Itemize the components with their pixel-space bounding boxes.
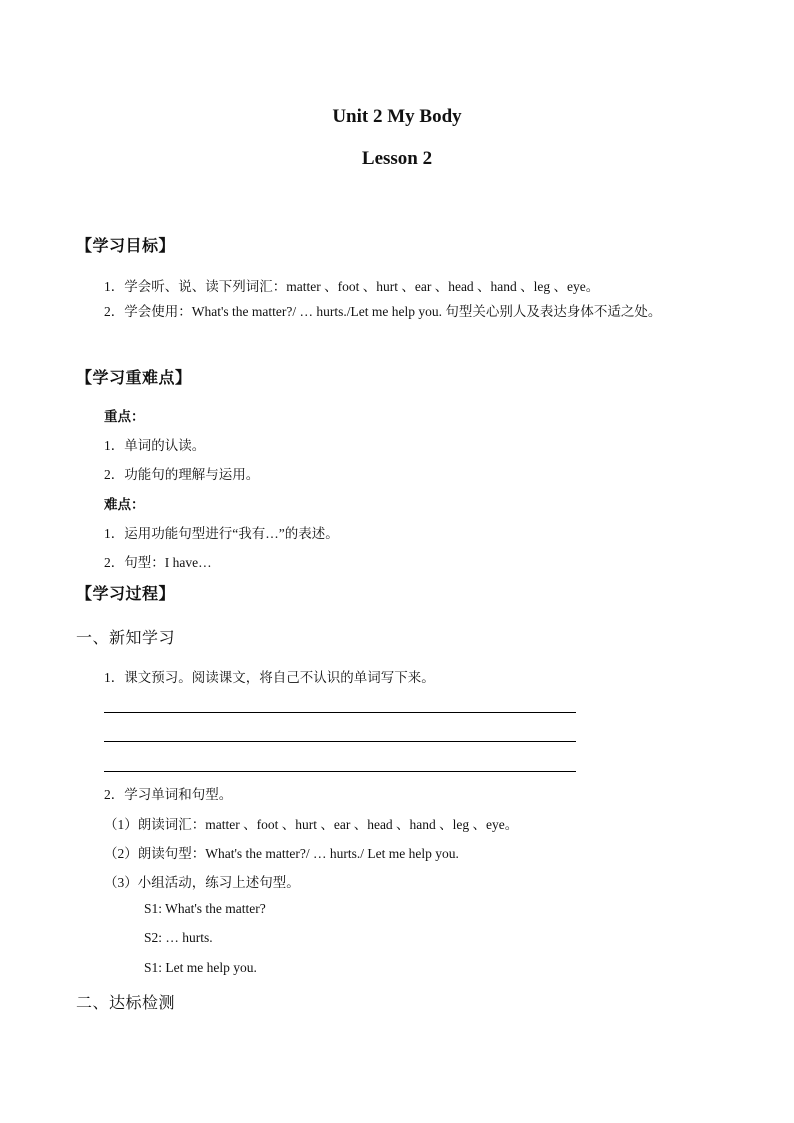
key-item-2: 2．功能句的理解与运用。 (104, 467, 260, 482)
objectives-heading: 【学习目标】 (76, 238, 176, 255)
objective-item-1: 1．学会听、说、读下列词汇：matter 、foot 、hurt 、ear 、head 、hand 、leg 、eye。 (104, 279, 600, 294)
process-heading: 【学习过程】 (76, 586, 176, 603)
difficult-label: 难点： (104, 497, 145, 512)
sub-item-1: （1）朗读词汇：matter 、foot 、hurt 、ear 、head 、hand 、leg 、eye。 (104, 817, 519, 832)
document-title: Unit 2 My Body (332, 106, 462, 127)
difficult-item-2: 2．句型：I have… (104, 555, 212, 570)
dialog-line-2: S2: … hurts. (144, 930, 213, 945)
objective-item-2: 2．学会使用：What's the matter?/ … hurts./Let me help you. 句型关心别人及表达身体不适之处。 (104, 304, 662, 319)
document-subtitle: Lesson 2 (361, 148, 433, 169)
answer-blank-line (104, 771, 576, 772)
key-points-heading: 【学习重难点】 (76, 370, 192, 387)
section-heading-assessment: 二、达标检测 (76, 995, 176, 1012)
step-item-1: 1．课文预习。阅读课文，将自己不认识的单词写下来。 (104, 670, 435, 685)
sub-item-2: （2）朗读句型：What's the matter?/ … hurts./ Let me help you. (104, 846, 459, 861)
step-item-2: 2．学习单词和句型。 (104, 787, 233, 802)
dialog-line-3: S1: Let me help you. (144, 960, 257, 975)
answer-blank-line (104, 712, 576, 713)
section-heading-new-learning: 一、新知学习 (76, 630, 176, 647)
dialog-line-1: S1: What's the matter? (144, 901, 266, 916)
difficult-item-1: 1．运用功能句型进行“我有…”的表述。 (104, 526, 339, 541)
sub-item-3: （3）小组活动，练习上述句型。 (104, 875, 300, 890)
key-label: 重点： (104, 409, 145, 424)
answer-blank-line (104, 741, 576, 742)
key-item-1: 1．单词的认读。 (104, 438, 206, 453)
